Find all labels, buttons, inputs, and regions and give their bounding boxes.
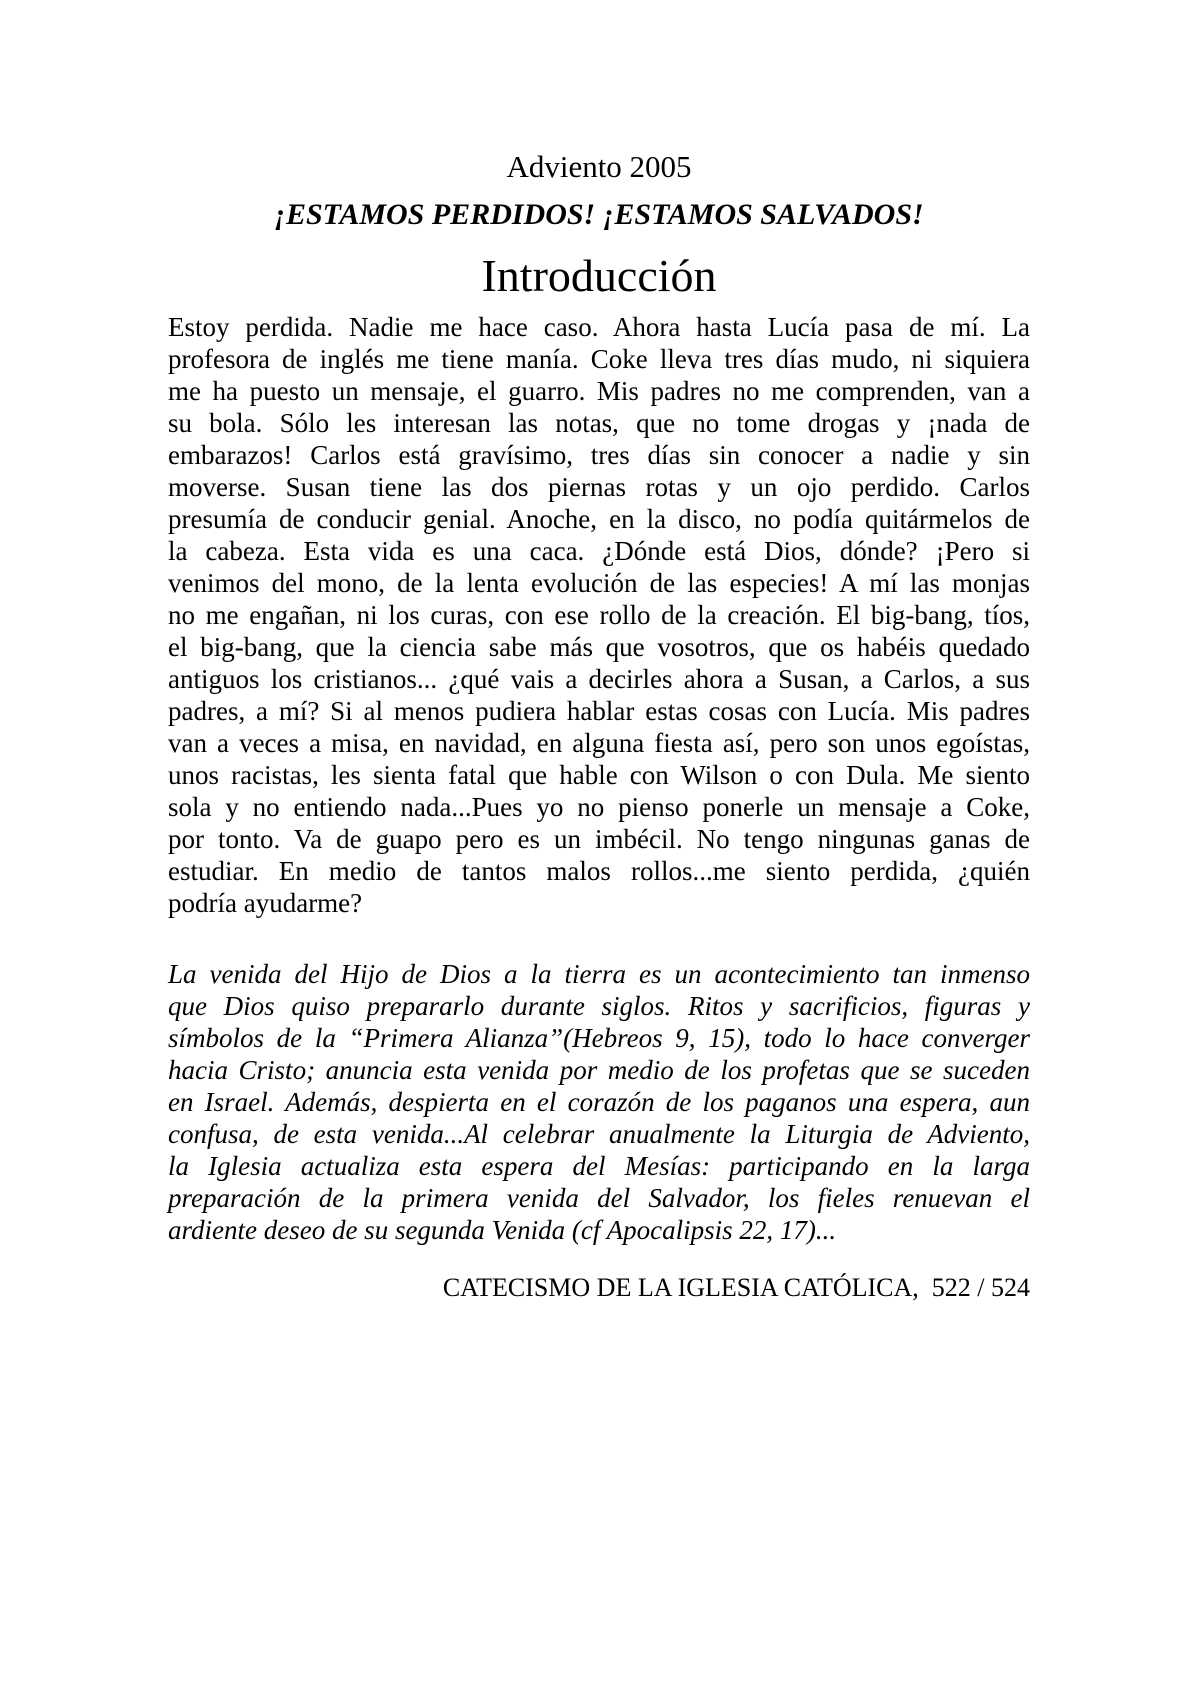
text-line: Estoy perdida. Nadie me hace caso. Ahora hasta Lucía pasa de mí. La bbox=[168, 312, 1030, 342]
text-line: que Dios quiso prepararlo durante siglos. Ritos y sacrificios, figuras y bbox=[168, 991, 1030, 1021]
text-line: la cabeza. Esta vida es una caca. ¿Dónde está Dios, dónde? ¡Pero si bbox=[168, 536, 1030, 566]
section-heading: Introducción bbox=[481, 250, 717, 301]
text-line: su bola. Sólo les interesan las notas, que no tome drogas y ¡nada de bbox=[168, 408, 1030, 438]
text-line: La venida del Hijo de Dios a la tierra es un acontecimiento tan inmenso bbox=[168, 959, 1030, 989]
text-line: la Iglesia actualiza esta espera del Mesías: participando en la larga bbox=[168, 1151, 1030, 1181]
intro-paragraph bbox=[168, 311, 1030, 919]
main-heading: ¡ESTAMOS PERDIDOS! ¡ESTAMOS SALVADOS! bbox=[274, 198, 924, 231]
text-line: hacia Cristo; anuncia esta venida por medio de los profetas que se suceden bbox=[168, 1055, 1030, 1085]
quote-paragraph bbox=[168, 958, 1030, 1246]
text-line: preparación de la primera venida del Salvador, los fieles renuevan el bbox=[168, 1183, 1030, 1213]
text-line: venimos del mono, de la lenta evolución de las especies! A mí las monjas bbox=[168, 568, 1030, 598]
text-line: no me engañan, ni los curas, con ese rollo de la creación. El big-bang, tíos, bbox=[168, 600, 1030, 630]
citation-line: CATECISMO DE LA IGLESIA CATÓLICA, 522 / 524 bbox=[442, 1273, 1030, 1302]
text-line: presumía de conducir genial. Anoche, en la disco, no podía quitármelos de bbox=[168, 504, 1030, 534]
text-line: en Israel. Además, despierta en el corazón de los paganos una espera, aun bbox=[168, 1087, 1030, 1117]
text-line: moverse. Susan tiene las dos piernas rotas y un ojo perdido. Carlos bbox=[168, 472, 1030, 502]
text-line: confusa, de esta venida...Al celebrar anualmente la Liturgia de Adviento, bbox=[168, 1119, 1030, 1149]
text-line: me ha puesto un mensaje, el guarro. Mis padres no me comprenden, van a bbox=[168, 376, 1030, 406]
text-line: van a veces a misa, en navidad, en alguna fiesta así, pero son unos egoístas, bbox=[168, 728, 1030, 758]
text-line: antiguos los cristianos... ¿qué vais a decirles ahora a Susan, a Carlos, a sus bbox=[168, 664, 1030, 694]
text-line: ardiente deseo de su segunda Venida (cf Apocalipsis 22, 17)... bbox=[168, 1215, 837, 1245]
text-line: símbolos de la “Primera Alianza”(Hebreos 9, 15), todo lo hace converger bbox=[168, 1023, 1030, 1053]
text-line: por tonto. Va de guapo pero es un imbécil. No tengo ningunas ganas de bbox=[168, 824, 1030, 854]
text-line: sola y no entiendo nada...Pues yo no pienso ponerle un mensaje a Coke, bbox=[168, 792, 1030, 822]
text-line: unos racistas, les sienta fatal que hable con Wilson o con Dula. Me siento bbox=[168, 760, 1030, 790]
text-line: padres, a mí? Si al menos pudiera hablar estas cosas con Lucía. Mis padres bbox=[168, 696, 1030, 726]
text-line: estudiar. En medio de tantos malos rollos...me siento perdida, ¿quién bbox=[168, 856, 1030, 886]
text-line: profesora de inglés me tiene manía. Coke lleva tres días mudo, ni siquiera bbox=[168, 344, 1030, 374]
text-line: el big-bang, que la ciencia sabe más que vosotros, que os habéis quedado bbox=[168, 632, 1030, 662]
text-line: embarazos! Carlos está gravísimo, tres días sin conocer a nadie y sin bbox=[168, 440, 1030, 470]
document-title: Adviento 2005 bbox=[506, 149, 692, 184]
text-line: podría ayudarme? bbox=[168, 888, 363, 918]
